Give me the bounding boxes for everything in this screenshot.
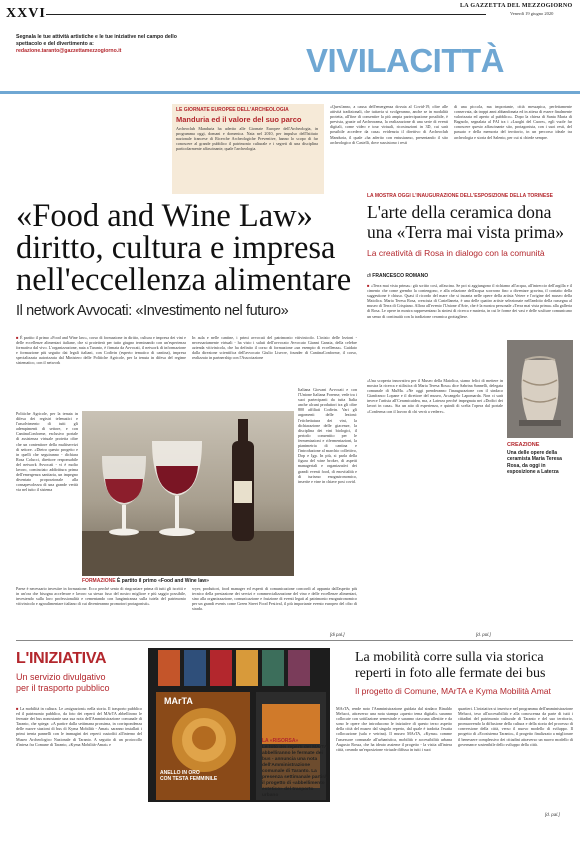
main-article-col2-narrow: Italiana Giovani Avvocati e con l'Unione Italiana Forense, vede tra i suoi partecipanti da tutta Italia anche alcuni produttori tra gli oltre 800 affiliati Codivin. Vari gli argomenti delle lezioni: l'etichettatura dei vini, la dichiarazione delle giacenze, la disciplina dei vini biologici, il periodo consentito per le fermentazioni e rifermentazioni, la pianimetria di cantina e l'introduzione al marchio collettivo, Dop e Igp. In più, si parla della figura del wine broker, di aspetti manageriali e organizzativi dei grandi eventi food, di enovitalità e di turismo enogastronomico, inserite e vine in chiave post covid.	[298, 387, 357, 484]
initiative-subtitle-line2: per il trasporto pubblico	[16, 683, 110, 693]
right-article-byline	[367, 273, 428, 279]
main-article-col1-top	[16, 335, 186, 411]
main-article-col1-narrow: Politiche Agricole, per la tenuta in difesa dei registri telematici e l'assolvimento di tutti gli adempimenti di settore, e con CantinaConforme, esclusivo portale di assistenza virtuale protetta oltre che un contenitore della multiservizi di settore. «Dietro questo progetto e in quelli che seguiranno - dichiara Rosa Colucci, direttore responsabile del network Avvocati - vi è molto lavoro, cominciato addirittura prima dell'emergenza sanitaria, un impegno diventato proporzionale alla consapevolezza di una grande verità via nel tutto il sistema	[16, 411, 78, 493]
main-article-col2: In aula e nelle cantine, i primi avvocati del patrimonio vitivinicolo. L'inizio delle lezioni - necessariamente virtuali - ha visto i saluti dell'avvocato Avvocato Gianni Ganzia, della celebre azienda vitivinicola, che ha definito il corso di formazione «un esempio di eccellenza». Guidato dalla direzione scientifica dell'avvocato Giulio Lisecre, founder di CantinaConforme, il corso, realizzato in partnership con l'Associazione	[192, 335, 357, 361]
bullet: ■	[16, 706, 21, 711]
initiative-subtitle	[16, 672, 141, 694]
section-divider	[16, 640, 573, 641]
main-article-signature: [di pal.]	[330, 632, 345, 637]
main-article-title	[16, 200, 356, 296]
initiative-col2: MArTA, rende noto l'Amministrazione guidata dal sindaco Rinaldo Melucci, attraverso una nota stampa «questo tema digitali» saranno collocate con sottilazione semestrale e saranno ciascuna allestite e da sono le opere che introducono le iniziative di questo terzo aspetto della città del museo dal singolo reperto, dal quale è tradotta l'esatta collocazione (sala e vetrina). Il museo MArTA, «Kyma» comme l'assessore comunale all'urbanistica, mobilità e accessibilità urbana Augusto Rossa, che ha ideato assieme il progetto - la visita all'intera città, creando un'esposizione virtuale diffusa in tutti i suoi	[336, 706, 452, 752]
poster-subtitle: ANELLO IN ORO CON TESTA FEMMINILE	[160, 770, 218, 782]
section-title: VIVILACITTÀ	[306, 42, 504, 79]
initiative-title	[355, 650, 575, 682]
bullet: ■	[16, 335, 20, 340]
main-title-line2: diritto, cultura e impresa	[16, 230, 336, 266]
right-title-line2: una «Terra mai vista prima»	[367, 222, 565, 242]
main-article-col1-bottom: Paese è necessario investire in formazione. Ecco perché sento di ringraziare prima di tutti gli iscritti e in un'ora che bisogna accelerare e lavoro su stesso fuso del nostro migliore e più saggio possibile, investendo sulla loro professionalità e cementando con lungimiranza sulla tutela del patrimonio vitivinicolo e agroalimentare italiano di cui diventeranno promotori protagonisti».	[16, 586, 186, 607]
promo-email[interactable]: redazione.taranto@gazzettamezzogiorno.it	[16, 48, 122, 54]
ceramic-photo	[507, 340, 573, 438]
kicker-rest: OGGI L'INAUGURAZIONE DELL'ESPOSIZIONE DELLA TORINESE	[397, 193, 553, 199]
issue-date: Venerdì 19 giugno 2020	[510, 11, 554, 16]
ceramic-photo-caption: Una delle opere della ceramista Maria Teresa Rosa, da oggi in esposizione a Laterza	[507, 450, 562, 476]
main-article-col2-bottom: wyer, produttori, food manager ed esperti di comunicazione concordi al appunta dall'aspetto più tecnico della prestazione dei servizi e commercializzazione del vino e delle eccellenze alimentari, sino alla organizzazione, comunicazione e fruizione di eventi legati al patrimonio enogastronomico per un grandi events come Green Street Food Festival, il più importante evento europeo del cibo di strada.	[192, 586, 357, 612]
right-title-line1: L'arte della ceramica dona	[367, 202, 552, 222]
right-article-title	[367, 202, 577, 242]
top-article-kicker: LE GIORNATE EUROPEE DELL'ARCHEOLOGIA	[176, 107, 289, 113]
right-article-signature: [d. pol.]	[476, 632, 491, 637]
kicker-label: LA MOSTRA	[367, 193, 397, 199]
main-title-line1: «Food and Wine Law»	[16, 198, 313, 234]
newspaper-name: LA GAZZETTA DEL MEZZOGIORNO	[460, 3, 573, 9]
initiative-col1-text: La mobilità in cultura. Le «migrazioni» nella storia. Il trasporto pubblico ed il patrimonio pubblico, da foto dei reperti del MArTA abbellirono le fermate dei bus nonostante una sua nota dell'Amministrazione comunale di Taranto, che spiega: «A partire dalla settimana prossima, in corrispondenza delle nuove stazioni di bus di Kyma Mobilità - Amat» saranno installati i primi trenta pannelli con le immagini dei reperti custoditi all'interno del Museo Archeologico Nazionale di Taranto. A seguito di un protocollo d'intesa fra Comune di Taranto, «Kyma Mobilità-Amat» e	[16, 706, 142, 747]
bullet: ■	[367, 283, 371, 288]
caption-text: È partito il primo «Food and Wine law»	[117, 578, 209, 584]
section-rule	[0, 91, 580, 94]
top-article-col1: Archeoclub Manduria ha aderito alle Giornate Europee dell'Archeologia, in programma oggi, domani e domenica. Nata nel 2010, per impulso dell'Istituto nazionale francese di Ricerche Archeologiche Preventive, hanno lo scopo di far conoscere al grande pubblico il patrimonio culturale e i segreti di una disciplina particolarmente affascinante, quale l'archeologia.	[176, 126, 318, 152]
promo-text: Segnala le tue attività artistiche e le tue iniziative nel campo dello spettacolo e del divertimento a:	[16, 34, 177, 47]
promo-box	[16, 34, 191, 55]
wine-glass-icon	[152, 441, 202, 536]
poster-title: MArTA	[164, 696, 193, 706]
wine-photo-caption	[82, 578, 294, 584]
main-col1-top-text: È partito il primo «Food and Wine law», corso di formazione in diritto, cultura e impresa dei vini e delle eccellenze alimentari italiane, che si proietterà per tutto giugno terminando con un'esperienza formativa dal vivo. L'organizzazione, nata a Taranto, è firmata da Avvocati, il network di informazione e formazione più seguito dai legali italiani, con Codivin (esperto tematico di cantina), impresa specializzata autorizzata dal Ministero delle Politiche Agricole, per la tenuta in difesa del regime sistematico, con il network	[16, 335, 186, 366]
main-title-line3: nell'eccellenza alimentare	[16, 262, 352, 298]
ceramic-vase-illustration	[507, 340, 573, 438]
initiative-title-line1: La mobilità corre sulla via storica	[355, 650, 544, 665]
right-article-kicker	[367, 193, 553, 199]
wine-bottle-icon	[232, 419, 254, 541]
ceramic-photo-label: CREAZIONE	[507, 442, 540, 448]
right-article-subtitle: La creatività di Rosa in dialogo con la comunità	[367, 248, 545, 258]
initiative-col1	[16, 706, 142, 806]
poster-caption-label: LA «RISORSA»	[262, 738, 299, 744]
initiative-title-line2: reperti in foto alle fermate dei bus	[355, 666, 546, 681]
wine-photo	[82, 411, 294, 576]
right-body-text: «Terra mai vista prima»: già scritto così, affascina. Se poi si aggiungono il richiamo all'acqua, all'intreccio dell'argilla e il cimento che come grembo la contengono, e alla relazione dell'acqua scorrono fino a diventare gravina, il contatto della suggestione è chiuso. Quasi il ricordo del mare che si incanta nelle opere della artista Vetere e l'origine del museo della Maiolica. Maria Teresa Rosa, cresciuta di Castellaneta, è una delle quattro artiste selezionate nell'ambito della rassegna al museo di Terra di Crispiano. Allora all'evento l'Unione d'Arte, che è la mostra personale «Terra mai vista prima» alla galleria di Rosa. Le opere in mostra rappresentano la sintesi di ricerca e materia, in cui le forme dei vasi e delle sculture comunicano un senso di continuità con la tradizione ceramica grottagliese.	[367, 283, 572, 319]
initiative-subheading: Il progetto di Comune, MArTA e Kyma Mobilità Amat	[355, 686, 551, 696]
caption-label: FORMAZIONE	[82, 578, 116, 584]
right-article-body2: «Una scoperta innovativa per il Museo della Maiolica, siamo felici di mettere in mostra la ricerca e stilistica di Maria Teresa Rosa» dice Sabrina Sannelli, delegata comunale di MuMa. «Ne oggi prenderanno l'inaugurazione con il sindaco Gianfranco Lopane e il direttore del museo, Arcangelo Lapomarda. Non ci sarà invece l'artista all'Ceramicaidea, ma, a Laterza perché impegnata nei «Dodici dei lavori in casa». Sia un atto di esperienza, e quindi di scelta l'opera dal portale «Conferma con il lavoro di chi verrà a vedere».	[367, 378, 503, 414]
initiative-signature: [d. pal.]	[545, 812, 560, 817]
wine-glass-illustration	[82, 411, 294, 576]
poster-caption: Le foto dei reperti del MArTA abbelliranno le fermate dei bus - annuncia una nota dell'Amministrazione comunale di Taranto. La presenza settimanale partirà il progetto di «abbellimento estetico» del trasporto urbano	[262, 745, 328, 798]
initiative-col3: quartieri. L'iniziativa si inserisce nel programma dell'amministrazione Melucci, teso all'accessibilità e alla conoscenza da parte di tutti i cittadini del patrimonio culturale di Taranto e del suo territorio, promuovendo la diffusione della cultura e della storia del processo di conversione della città, verso il nuovo modello di sviluppo. Il progetto di «Ecosistema Taranto», il progetto finalizzato a migliorare il benessere complessivo dei cittadini attraverso un nuovo modello di governance sostenibile dello sviluppo della città.	[458, 706, 573, 747]
top-article-col2: «Quest'anno, a causa dell'emergenza dovuta al Covid-19, oltre alle attività tradizionali, che tuttavia si svolgeranno, anche se in modalità protetta, all'fine di consentire la più ampia partecipazione possibile, è prevista, grazie ad Archeorama, la realizzazione di una serie di eventi digitali, come video e tour virtuali, ricostruzioni in 3D, cui sarà possibile accedere da casa» evidenzia il direttivo di Archeoclub Manduria, il quale «ha aderito con entusiasmo, presentando il sito archeologico di Castelli, dove sussistono i resti	[330, 104, 448, 145]
initiative-label: L'INIZIATIVA	[16, 650, 107, 667]
page-number: XXVI	[6, 6, 46, 21]
top-article-title: Manduria ed il valore del suo parco	[176, 115, 302, 124]
main-article-subtitle: Il network Avvocati: «Investimento nel futuro»	[16, 303, 289, 319]
initiative-subtitle-line1: Un servizio divulgativo	[16, 672, 106, 682]
byline-prefix: di	[367, 273, 371, 279]
header-rule	[46, 14, 486, 15]
top-article-col3: di una piccola, ma importante, città messapica, perfettamente conservata, da troppi anni abbandonata ed in attesa di essere finalmente valorizzata ed aperto al pubblico». Dopo la chiesa di Santa Maria di Bagnolo, segnalata al FAI tra i «Luoghi del Cuore», egli vuole far conoscere questo affascinante sito, protagonista, con i suoi resti, del passato e della memoria del territorio, in un percorso ideale tra archeologia e storia del Salento, per cui si chiede sempre.	[454, 104, 572, 140]
byline-author: FRANCESCO ROMANO	[372, 273, 429, 279]
wine-glass-icon	[102, 456, 146, 536]
